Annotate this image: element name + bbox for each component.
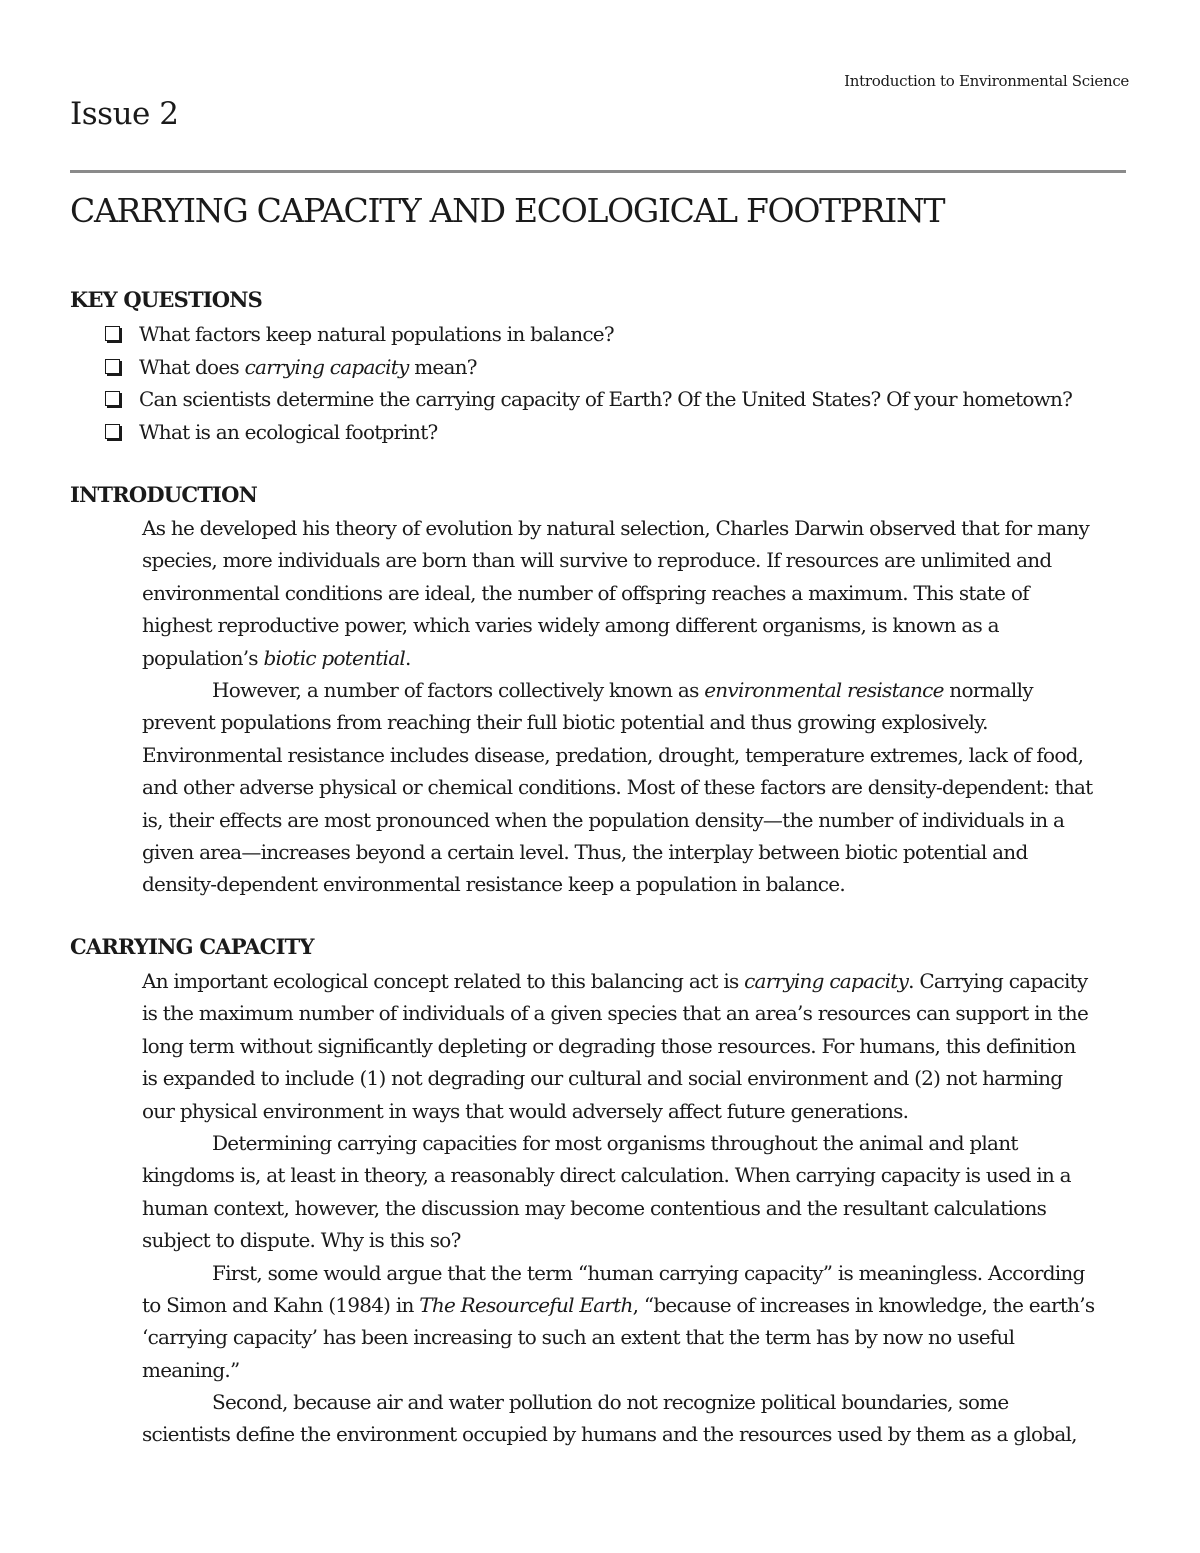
page-title: CARRYING CAPACITY AND ECOLOGICAL FOOTPRINT bbox=[70, 191, 945, 230]
text-line bbox=[142, 674, 1132, 706]
text-before: population’s bbox=[142, 645, 264, 670]
text-line: meaning.” bbox=[142, 1357, 240, 1382]
text-line: Environmental resistance includes disease, predation, drought, temperature extremes, lack of food, bbox=[142, 742, 1084, 767]
question-text-before: What does bbox=[139, 354, 245, 379]
list-item bbox=[105, 416, 1072, 449]
text-line: long term without significantly depleting or degrading those resources. For humans, this definition bbox=[142, 1033, 1076, 1058]
text-line bbox=[142, 965, 1132, 997]
carrying-capacity-heading: CARRYING CAPACITY bbox=[70, 934, 314, 959]
text-line bbox=[142, 1289, 1132, 1321]
list-item bbox=[105, 383, 1072, 416]
italic-term: environmental resistance bbox=[704, 677, 944, 702]
text-line: First, some would argue that the term “human carrying capacity” is meaningless. According bbox=[212, 1260, 1085, 1285]
question-text-after: mean? bbox=[408, 354, 477, 379]
question-text: What factors keep natural populations in balance? bbox=[139, 322, 614, 346]
list-item bbox=[105, 318, 1072, 351]
checkbox-icon bbox=[105, 391, 120, 406]
text-line bbox=[142, 642, 1132, 674]
text-after: . Carrying capacity bbox=[908, 969, 1088, 993]
text-line: given area—increases beyond a certain level. Thus, the interplay between biotic potential and bbox=[142, 839, 1028, 864]
text-line: highest reproductive power, which varies widely among different organisms, is known as a bbox=[142, 613, 999, 638]
checkbox-icon bbox=[105, 326, 120, 341]
text-line: Determining carrying capacities for most organisms throughout the animal and plant bbox=[212, 1130, 1018, 1155]
question-text-italic: carrying capacity bbox=[244, 354, 409, 379]
text-line: ‘carrying capacity’ has been increasing to such an extent that the term has by now no useful bbox=[142, 1325, 1015, 1350]
key-questions-heading: KEY QUESTIONS bbox=[70, 287, 263, 312]
checkbox-icon bbox=[105, 424, 120, 439]
text-after: , “because of increases in knowledge, the earth’s bbox=[632, 1292, 1095, 1317]
text-after: . bbox=[405, 645, 411, 670]
question-text: Can scientists determine the carrying capacity of Earth? Of the United States? Of your hometown? bbox=[139, 387, 1073, 412]
text-line: scientists define the environment occupied by humans and the resources used by them as a global, bbox=[142, 1422, 1077, 1447]
carrying-capacity-body bbox=[142, 965, 1132, 1451]
text-before: An important ecological concept related to this balancing act is bbox=[142, 969, 745, 993]
introduction-heading: INTRODUCTION bbox=[70, 482, 257, 507]
text-line: Second, because air and water pollution do not recognize political boundaries, some bbox=[212, 1390, 1009, 1415]
text-line: subject to dispute. Why is this so? bbox=[142, 1228, 461, 1253]
italic-term: carrying capacity bbox=[744, 969, 909, 993]
issue-label: Issue 2 bbox=[70, 96, 179, 132]
text-line: environmental conditions are ideal, the number of offspring reaches a maximum. This state of bbox=[142, 580, 1029, 605]
text-line: density-dependent environmental resistance keep a population in balance. bbox=[142, 872, 845, 897]
text-after: normally bbox=[943, 677, 1033, 702]
text-line: species, more individuals are born than will survive to reproduce. If resources are unlimited and bbox=[142, 548, 1052, 573]
text-line: kingdoms is, at least in theory, a reasonably direct calculation. When carrying capacity is used in a bbox=[142, 1163, 1071, 1188]
introduction-body bbox=[142, 512, 1132, 901]
italic-title: The Resourceful Earth bbox=[419, 1292, 633, 1317]
italic-term: biotic potential bbox=[263, 645, 406, 670]
text-line: is expanded to include (1) not degrading our cultural and social environment and (2) not harming bbox=[142, 1066, 1063, 1091]
text-line: our physical environment in ways that would adversely affect future generations. bbox=[142, 1098, 909, 1123]
text-line: and other adverse physical or chemical conditions. Most of these factors are density-dependent: that bbox=[142, 775, 1093, 800]
text-line: is, their effects are most pronounced when the population density—the number of individuals in a bbox=[142, 807, 1065, 832]
text-line: is the maximum number of individuals of a given species that an area’s resources can support in the bbox=[142, 1001, 1089, 1026]
text-before: However, a number of factors collectively known as bbox=[212, 677, 705, 702]
text-line: prevent populations from reaching their full biotic potential and thus growing explosively. bbox=[142, 710, 988, 735]
checkbox-icon bbox=[105, 359, 120, 374]
running-head: Introduction to Environmental Science bbox=[844, 72, 1129, 90]
text-before: to Simon and Kahn (1984) in bbox=[142, 1292, 420, 1317]
text-line: human context, however, the discussion may become contentious and the resultant calculations bbox=[142, 1195, 1047, 1220]
horizontal-rule bbox=[70, 170, 1126, 173]
list-item bbox=[105, 351, 1072, 384]
question-text: What is an ecological footprint? bbox=[139, 420, 438, 445]
key-questions-list bbox=[105, 318, 1072, 449]
text-line: As he developed his theory of evolution by natural selection, Charles Darwin observed that for many bbox=[142, 516, 1090, 540]
